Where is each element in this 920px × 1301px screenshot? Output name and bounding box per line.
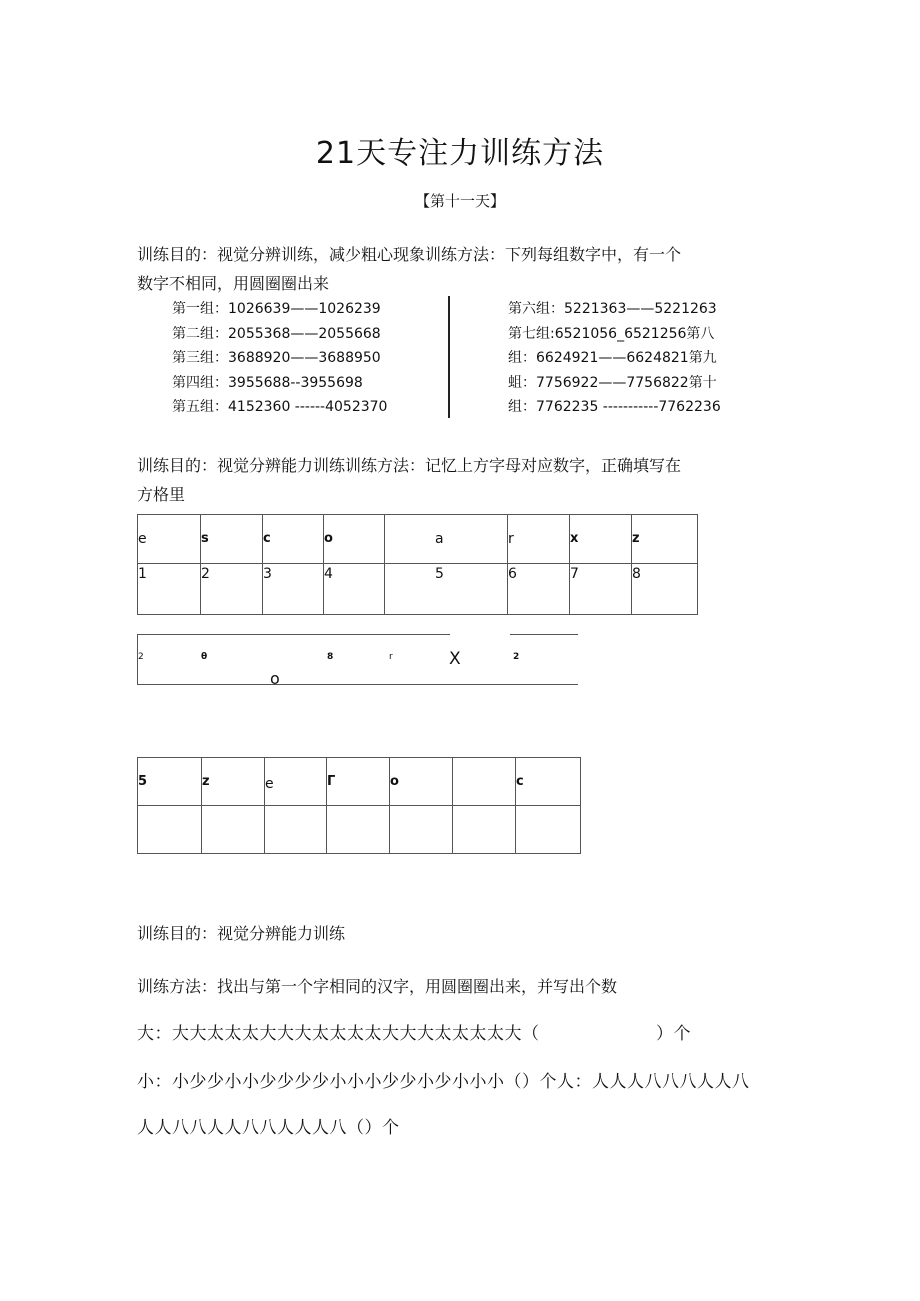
key-cell: x bbox=[570, 515, 632, 564]
key-number-row bbox=[138, 564, 698, 615]
group-item: 第三组：3688920——3688950 bbox=[172, 350, 381, 366]
letter-number-key-table bbox=[137, 514, 698, 615]
strip-item: o bbox=[270, 669, 280, 688]
exercise-row-small: 小：小少少小小少少少少小小小少少小少小小小（）个人：人人人八八八人人八 bbox=[137, 1072, 750, 1092]
section2-line2: 方格里 bbox=[137, 485, 186, 504]
answer-cell bbox=[453, 758, 516, 806]
group-item: 组：6624921——6624821第九 bbox=[508, 350, 717, 366]
answer-input-cell[interactable] bbox=[138, 806, 202, 854]
strip-item: θ bbox=[201, 652, 208, 662]
key-letter-row bbox=[138, 515, 698, 564]
answer-input-cell[interactable] bbox=[453, 806, 516, 854]
strip-top-line bbox=[510, 634, 578, 635]
exercise-row-big-count: ）个 bbox=[656, 1024, 691, 1044]
key-cell: r bbox=[508, 515, 570, 564]
strip-item: X bbox=[449, 649, 461, 669]
answer-cell: c bbox=[516, 758, 581, 806]
key-cell: o bbox=[324, 515, 385, 564]
column-divider bbox=[448, 296, 450, 418]
group-item: 第五组：4152360 ------4052370 bbox=[172, 399, 388, 415]
key-cell: 2 bbox=[201, 564, 263, 615]
section3-purpose: 训练目的：视觉分辨能力训练 bbox=[137, 924, 346, 943]
answer-cell: z bbox=[202, 758, 265, 806]
strip-bottom-line bbox=[137, 684, 578, 685]
section1-description bbox=[137, 240, 681, 298]
strip-top-line bbox=[137, 634, 450, 635]
group-item: 组：7762235 -----------7762236 bbox=[508, 399, 721, 415]
answer-input-cell[interactable] bbox=[390, 806, 453, 854]
section2-description bbox=[137, 451, 681, 509]
key-cell: 1 bbox=[138, 564, 201, 615]
page-subtitle: 【第十一天】 bbox=[414, 192, 505, 210]
group-item: 第六组：5221363——5221263 bbox=[508, 301, 717, 317]
answer-cell: e bbox=[265, 758, 327, 806]
answer-cell: 5 bbox=[138, 758, 202, 806]
group-item: 第四组：3955688--3955698 bbox=[172, 374, 363, 391]
key-cell: 4 bbox=[324, 564, 385, 615]
exercise-row-big: 大：大大太太太大大大太太太太大大大太太太太大（ bbox=[137, 1024, 540, 1044]
answer-letter-row bbox=[138, 758, 581, 806]
strip-item: 8 bbox=[327, 652, 334, 662]
group-item: 蛆：7756922——7756822第十 bbox=[508, 374, 717, 391]
strip-item: 2 bbox=[138, 652, 144, 662]
key-cell: e bbox=[138, 515, 201, 564]
key-cell: 8 bbox=[632, 564, 698, 615]
key-cell: 3 bbox=[263, 564, 324, 615]
answer-input-cell[interactable] bbox=[265, 806, 327, 854]
answer-cell: Γ bbox=[327, 758, 390, 806]
key-cell: a bbox=[385, 515, 508, 564]
left-group-list bbox=[172, 297, 387, 420]
key-cell: 7 bbox=[570, 564, 632, 615]
group-item: 第七组:6521056_6521256第八 bbox=[508, 325, 715, 342]
key-cell: s bbox=[201, 515, 263, 564]
group-item: 第二组：2055368——2055668 bbox=[172, 325, 381, 342]
key-cell: 5 bbox=[385, 564, 508, 615]
section1-line1: 训练目的：视觉分辨训练，减少粗心现象训练方法：下列每组数字中，有一个 bbox=[137, 245, 682, 264]
answer-table bbox=[137, 757, 581, 854]
answer-input-row bbox=[138, 806, 581, 854]
key-cell: c bbox=[263, 515, 324, 564]
strip-item: 2 bbox=[513, 652, 520, 662]
answer-input-cell[interactable] bbox=[327, 806, 390, 854]
section1-line2: 数字不相同，用圆圈圈出来 bbox=[137, 274, 330, 293]
strip-item: r bbox=[389, 652, 393, 662]
exercise-row-person: 人人八八人人八八人人人八（）个 bbox=[137, 1118, 400, 1138]
page-title: 21天专注力训练方法 bbox=[315, 136, 605, 171]
right-group-list bbox=[508, 297, 721, 420]
group-item: 第一组：1026639——1026239 bbox=[172, 301, 381, 317]
key-cell: z bbox=[632, 515, 698, 564]
key-cell: 6 bbox=[508, 564, 570, 615]
section3-method: 训练方法：找出与第一个字相同的汉字，用圆圈圈出来，并写出个数 bbox=[137, 977, 618, 996]
answer-input-cell[interactable] bbox=[516, 806, 581, 854]
section2-line1: 训练目的：视觉分辨能力训练训练方法：记忆上方字母对应数字，正确填写在 bbox=[137, 456, 682, 475]
answer-input-cell[interactable] bbox=[202, 806, 265, 854]
answer-cell: o bbox=[390, 758, 453, 806]
